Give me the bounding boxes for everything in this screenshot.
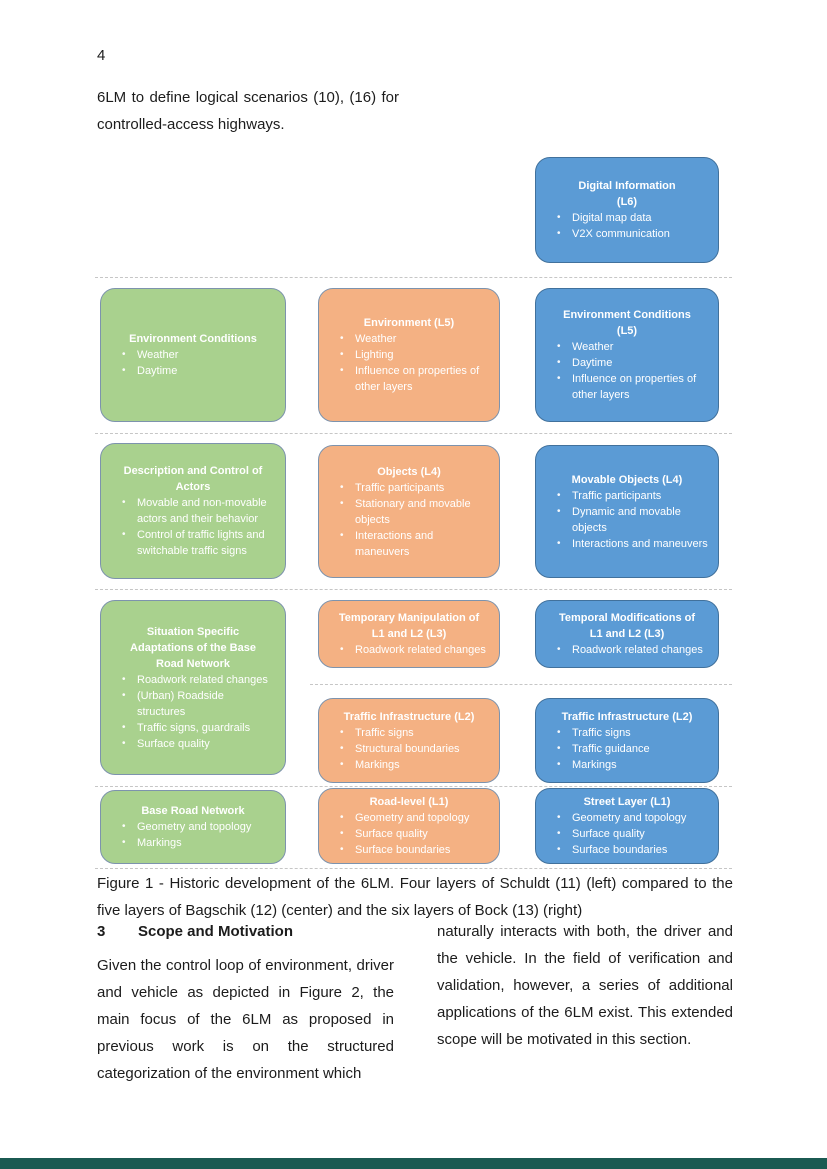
box-title: Environment (L5) — [363, 317, 455, 329]
figure-caption: Figure 1 - Historic development of the 6LM. Four layers of Schuldt (11) (left) compared to the five layers of Bagschik (12) (center) and the six layers of Bock (13) (right) — [97, 875, 733, 919]
box-title: Digital Information (L6) — [578, 180, 676, 208]
box-bullet: • Weather — [111, 347, 275, 363]
layer-separator-line — [95, 433, 732, 434]
figure-box-traffic-infrastructure-l2-right — [535, 698, 719, 783]
box-bullets — [111, 672, 275, 752]
box-bullet: • Traffic guidance — [546, 741, 708, 757]
box-bullet: • Geometry and topology — [546, 810, 708, 826]
box-bullets — [329, 810, 489, 858]
box-bullets — [329, 480, 489, 560]
box-bullets — [546, 339, 708, 403]
section-number: 3 — [97, 923, 106, 940]
box-bullet: • Traffic signs, guardrails — [111, 720, 275, 736]
box-bullets — [546, 210, 708, 242]
page-number: 4 — [97, 47, 106, 64]
body-text-right-column: naturally interacts with both, the driver and the vehicle. In the field of verification and validation, however, a series of additional applications of the 6LM exist. This extended scope will be motivated in this section. — [437, 923, 733, 1048]
box-bullet: • Traffic signs — [546, 725, 708, 741]
box-bullets — [329, 725, 489, 773]
box-bullet: • Markings — [111, 835, 275, 851]
section-title: Scope and Motivation — [138, 923, 294, 940]
box-bullets — [329, 642, 489, 658]
box-title: Traffic Infrastructure (L2) — [561, 710, 693, 723]
section-heading — [97, 923, 293, 940]
box-bullet: • Surface boundaries — [546, 842, 708, 858]
box-bullet: • Influence on properties of other layers — [546, 371, 708, 403]
box-bullet: • Markings — [329, 757, 489, 773]
box-bullet: • Surface quality — [546, 826, 708, 842]
figure-box-description-and-control-of-actors — [100, 443, 286, 579]
box-bullet: • Stationary and movable objects — [329, 496, 489, 528]
box-title: Temporary Manipulation of L1 and L2 (L3) — [338, 612, 480, 640]
box-bullet: • Traffic participants — [546, 488, 708, 504]
box-bullets — [546, 810, 708, 858]
box-title: Temporal Modifications of L1 and L2 (L3) — [558, 612, 696, 640]
box-title: Base Road Network — [141, 805, 245, 817]
figure-box-temporal-modifications-l3 — [535, 600, 719, 668]
box-bullet: • Dynamic and movable objects — [546, 504, 708, 536]
box-bullet: • Interactions and maneuvers — [329, 528, 489, 560]
box-bullet: • Daytime — [546, 355, 708, 371]
box-title: Description and Control of Actors — [123, 465, 263, 493]
box-bullet: • Surface quality — [329, 826, 489, 842]
box-bullets — [329, 331, 489, 395]
box-title: Movable Objects (L4) — [571, 473, 683, 486]
box-bullet: • Roadwork related changes — [111, 672, 275, 688]
figure-box-environment-l5 — [318, 288, 500, 422]
figure-box-digital-information-l6 — [535, 157, 719, 263]
box-title: Environment Conditions — [129, 333, 257, 345]
layer-separator-line — [95, 868, 732, 869]
box-title: Environment Conditions (L5) — [563, 309, 691, 337]
box-bullets — [111, 347, 275, 379]
footer-accent-bar — [0, 1158, 827, 1169]
box-bullet: • Daytime — [111, 363, 275, 379]
box-title: Traffic Infrastructure (L2) — [343, 710, 475, 723]
box-bullet: • V2X communication — [546, 226, 708, 242]
box-bullet: • Markings — [546, 757, 708, 773]
box-bullet: • Influence on properties of other layers — [329, 363, 489, 395]
box-bullet: • Surface boundaries — [329, 842, 489, 858]
layer-separator-line — [310, 684, 732, 685]
box-bullet: • Structural boundaries — [329, 741, 489, 757]
figure-box-objects-l4 — [318, 445, 500, 578]
figure-box-street-layer-l1 — [535, 788, 719, 864]
box-bullets — [111, 495, 275, 559]
figure-box-temporary-manipulation-l3 — [318, 600, 500, 668]
box-bullets — [546, 725, 708, 773]
figure-box-environment-conditions-schuldt — [100, 288, 286, 422]
figure-box-environment-conditions-l5 — [535, 288, 719, 422]
box-bullet: • Movable and non-movable actors and their behavior — [111, 495, 275, 527]
box-title: Road-level (L1) — [369, 796, 449, 808]
box-bullet: • Digital map data — [546, 210, 708, 226]
figure-box-traffic-infrastructure-l2-center — [318, 698, 500, 783]
figure-box-situation-specific-adaptations — [100, 600, 286, 775]
layer-separator-line — [95, 786, 732, 787]
layer-separator-line — [95, 277, 732, 278]
intro-paragraph: 6LM to define logical scenarios (10), (16) for controlled-access highways. — [97, 89, 399, 133]
box-bullets — [546, 488, 708, 552]
box-title: Street Layer (L1) — [583, 796, 671, 808]
box-bullet: • Weather — [546, 339, 708, 355]
box-bullet: • Interactions and maneuvers — [546, 536, 708, 552]
layer-separator-line — [95, 589, 732, 590]
figure-box-base-road-network — [100, 790, 286, 864]
box-bullet: • Geometry and topology — [329, 810, 489, 826]
figure-box-road-level-l1 — [318, 788, 500, 864]
box-title: Situation Specific Adaptations of the Base Road Network — [130, 625, 256, 670]
box-bullet: • Geometry and topology — [111, 819, 275, 835]
figure-box-movable-objects-l4 — [535, 445, 719, 578]
body-text-left-column: Given the control loop of environment, driver and vehicle as depicted in Figure 2, the main focus of the 6LM as proposed in previous work is on the structured categorization of the environment which — [97, 957, 394, 1082]
box-bullet: • Lighting — [329, 347, 489, 363]
box-title: Objects (L4) — [377, 465, 441, 478]
box-bullets — [111, 819, 275, 851]
box-bullets — [546, 642, 708, 658]
box-bullet: • Roadwork related changes — [329, 642, 489, 658]
box-bullet: • Surface quality — [111, 736, 275, 752]
box-bullet: • Traffic participants — [329, 480, 489, 496]
box-bullet: • Roadwork related changes — [546, 642, 708, 658]
box-bullet: • Traffic signs — [329, 725, 489, 741]
box-bullet: • Control of traffic lights and switchable traffic signs — [111, 527, 275, 559]
box-bullet: • (Urban) Roadside structures — [111, 688, 275, 720]
box-bullet: • Weather — [329, 331, 489, 347]
